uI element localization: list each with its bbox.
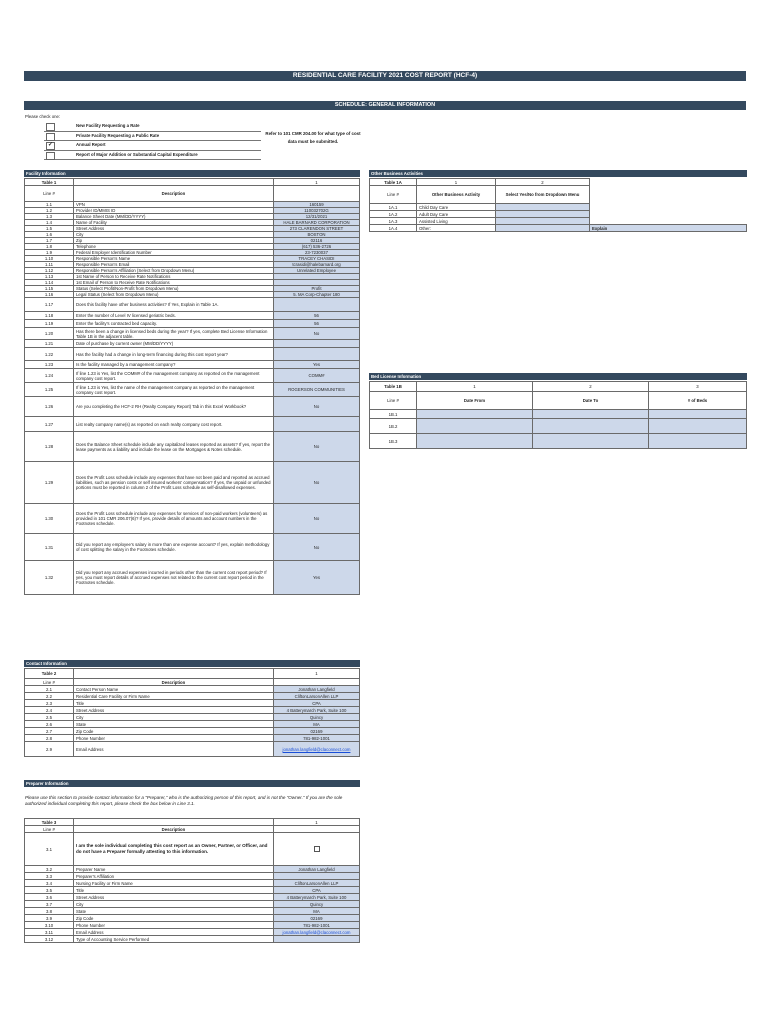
table-row [370,410,747,419]
table-row [25,721,360,728]
line-number: 1.7 [25,238,74,244]
email-link[interactable]: jonathan.langfield@claconnect.com [274,929,360,936]
input-cell[interactable] [417,410,533,419]
table-row [25,894,360,901]
table-label: Table 1B [370,382,417,392]
answer-cell[interactable]: Yes [274,361,360,369]
column-number: 1 [274,819,360,826]
question-text: Enter the number of Level IV licensed geriatric beds. [74,312,274,320]
table-row [25,922,360,929]
row-description: Responsible Person's Email [74,262,274,268]
column-header: Date To [533,392,649,410]
table-row [370,211,747,218]
table-row [25,742,360,757]
line-number: 2.9 [25,742,74,757]
line-number: 3.10 [25,922,74,929]
input-cell[interactable] [417,434,533,449]
question-row [25,383,360,397]
input-cell[interactable]: CPA [274,700,360,707]
input-cell[interactable]: (617) 536-2726 [274,244,360,250]
row-description: Preparer's Affiliation [74,873,274,880]
question-row [25,361,360,369]
line-number: 3.7 [25,901,74,908]
table-row [25,735,360,742]
line-number: 3.1 [25,833,74,866]
check-option-label: Annual Report [76,142,106,147]
input-cell[interactable]: 110032702G [274,208,360,214]
check-option-label: Report of Major Addition or Substantial Capital Expenditure [76,151,198,157]
line-number: 2.7 [25,728,74,735]
column-number: 1 [417,382,533,392]
activity-name: Child Day Care [417,204,496,211]
table-row [25,686,360,693]
answer-cell[interactable] [274,417,360,432]
question-row [25,320,360,328]
row-description: Street Address [74,226,274,232]
line-header: Line # [25,679,74,686]
row-description: City [74,232,274,238]
input-cell[interactable]: Quincy [274,714,360,721]
input-cell[interactable]: MA [274,721,360,728]
question-row [25,298,360,312]
question-row [25,534,360,561]
input-cell[interactable]: HALE BARNARD CORPORATION [274,220,360,226]
input-cell[interactable]: 273 CLARENDON STREET [274,226,360,232]
table-row [370,225,747,232]
table-label-row [370,382,747,392]
input-cell[interactable]: Unrelated Employee [274,268,360,274]
question-text: Has there been a change in licensed beds during the year? If yes, complete Bed License Information Table 1B in the adjacent table. [74,328,274,340]
column-number: 2 [533,382,649,392]
column-header: # of Beds [649,392,747,410]
table-label: Table 1A [370,179,417,186]
check-one-options [44,122,261,160]
line-number: 1B.1 [370,410,417,419]
line-number: 1.15 [25,286,74,292]
input-cell[interactable] [533,434,649,449]
question-row [25,340,360,348]
activity-name: Adult Day Care [417,211,496,218]
schedule-title: SCHEDULE: GENERAL INFORMATION [24,101,746,110]
question-row [25,504,360,534]
header-row [25,826,360,833]
answer-cell[interactable] [274,340,360,348]
line-number: 1B.2 [370,419,417,434]
row-description: Zip Code [74,728,274,735]
table-row [25,915,360,922]
line-number: 1.31 [25,534,74,561]
input-cell[interactable]: 12/31/2021 [274,214,360,220]
check-option [44,122,261,132]
check-option-checkbox[interactable] [46,133,55,141]
row-description: Residential Care Facility or Firm Name [74,693,274,700]
row-description: 1st Email of Person to Receive Rate Notifications [74,280,274,286]
table-row [25,929,360,936]
line-number: 2.8 [25,735,74,742]
table-row [370,204,747,211]
input-cell[interactable] [274,936,360,943]
answer-cell[interactable]: Yes [274,561,360,595]
line-header: Line # [370,186,417,204]
yes-no-select[interactable] [496,218,590,225]
row-description: City [74,714,274,721]
checkbox-check-icon: ✓ [48,142,54,148]
table-row [25,901,360,908]
line-number: 3.6 [25,894,74,901]
sole-individual-cell [274,833,360,866]
activity-header: Other Business Activity [417,186,496,204]
line-number: 1.20 [25,328,74,340]
column-number: 2 [496,179,590,186]
check-option-checkbox[interactable] [46,152,55,160]
question-text: Did you report any employee's salary in more than one expense account? If yes, explain methodology of cost splitting the salary in the Footnotes schedule. [74,534,274,561]
answer-cell[interactable]: No [274,397,360,417]
check-option-checkbox[interactable] [46,123,55,131]
input-cell[interactable] [274,873,360,880]
input-cell[interactable]: Jonathan Langfield [274,686,360,693]
input-cell[interactable]: 781-982-1001 [274,735,360,742]
line-number: 1.22 [25,348,74,361]
input-cell[interactable]: TRACEY CHASIDI [274,256,360,262]
activity-name: Assisted Living [417,218,496,225]
question-text: Enter the facility's contracted bed capacity. [74,320,274,328]
preparer-section-header: Preparer Information [24,780,360,787]
row-description: Nursing Facility or Firm Name [74,880,274,887]
line-number: 1.16 [25,292,74,298]
row-description: 1st Name of Person to Receive Rate Notifications [74,274,274,280]
row-description: Provider ID/MMIS ID [74,208,274,214]
input-cell[interactable]: 02169 [274,915,360,922]
check-option-checkbox[interactable] [46,142,55,150]
check-option-label: New Facility Requesting a Rate [76,123,140,128]
line-number: 1.13 [25,274,74,280]
row-description: Legal Status (Select from Dropdown Menu) [74,292,274,298]
yes-no-select[interactable] [496,204,590,211]
answer-cell[interactable]: No [274,432,360,462]
line-number: 3.8 [25,908,74,915]
question-text: Has the facility had a change in long-term financing during this cost report year? [74,348,274,361]
line-number: 3.12 [25,936,74,943]
question-text: If line 1.23 is Yes, list the COMM# of the management company as reported on the management company cost report. [74,369,274,383]
table-row [25,700,360,707]
description-header: Description [74,186,274,202]
line-number: 1.2 [25,208,74,214]
line-number: 3.2 [25,866,74,873]
question-row [25,397,360,417]
line-number: 1.19 [25,320,74,328]
input-cell[interactable]: 5. MA Corp-Chapter 180 [274,292,360,298]
yes-no-select[interactable] [496,225,590,232]
input-cell[interactable]: 23-7230037 [274,250,360,256]
line-number: 1.11 [25,262,74,268]
line-number: 1B.3 [370,434,417,449]
bed-license-section-header: Bed License Information [369,373,747,380]
table-row [25,714,360,721]
answer-cell[interactable]: 56 [274,312,360,320]
line-number: 1.14 [25,280,74,286]
question-row [25,561,360,595]
other-business-section-header: Other Business Activities [369,170,747,177]
column-number: 1 [274,669,360,679]
question-row [25,328,360,340]
input-cell[interactable]: Quincy [274,901,360,908]
column-number: 1 [417,179,496,186]
input-cell[interactable]: 4 Batterymarch Park, Suite 100 [274,894,360,901]
header-row [370,186,747,204]
table-label-row [25,179,360,186]
input-cell[interactable]: 02169 [274,728,360,735]
line-number: 2.4 [25,707,74,714]
line-number: 1.24 [25,369,74,383]
input-cell[interactable]: MA [274,908,360,915]
line-number: 1A.4 [370,225,417,232]
row-description: Type of Accounting Service Performed [74,936,274,943]
question-row [25,312,360,320]
answer-cell[interactable]: 56 [274,320,360,328]
question-row [25,369,360,383]
table-label-row [25,669,360,679]
report-title: RESIDENTIAL CARE FACILITY 2021 COST REPORT (HCF-4) [24,71,746,81]
table-row [25,866,360,873]
question-text: If line 1.23 is Yes, list the name of the management company as reported on the management company cost report. [74,383,274,397]
input-cell[interactable]: 781-982-1001 [274,922,360,929]
table-label: Table 1 [25,179,74,186]
line-number: 3.5 [25,887,74,894]
line-header: Line # [25,826,74,833]
line-number: 1.1 [25,202,74,208]
line-number: 1.17 [25,298,74,312]
row-description: Street Address [74,707,274,714]
answer-cell[interactable] [274,348,360,361]
table-row [370,434,747,449]
input-cell[interactable] [533,410,649,419]
line-number: 1.6 [25,232,74,238]
check-option [44,141,261,151]
line-number: 1.12 [25,268,74,274]
input-cell[interactable]: Jonathan Langfield [274,866,360,873]
question-row [25,348,360,361]
preparer-table [24,818,360,943]
row-description: Telephone [74,244,274,250]
input-cell[interactable] [533,419,649,434]
line-number: 3.9 [25,915,74,922]
table-row [25,833,360,866]
answer-cell[interactable]: No [274,534,360,561]
question-text: List realty company name(s) as reported on each realty company cost report. [74,417,274,432]
line-number: 2.1 [25,686,74,693]
line-number: 2.6 [25,721,74,728]
row-description: Responsible Person's Name [74,256,274,262]
check-option-label: Private Facility Requesting a Public Rate [76,132,160,138]
row-description: Zip [74,238,274,244]
line-number: 1.29 [25,462,74,504]
input-cell[interactable]: BOSTON [274,232,360,238]
email-link[interactable]: jonathan.langfield@claconnect.com [274,742,360,757]
line-number: 1A.2 [370,211,417,218]
table-row [25,880,360,887]
row-description: Status (Select Profit/Non-Profit from Dropdown Menu) [74,286,274,292]
column-number: 1 [274,179,360,186]
column-number: 3 [649,382,747,392]
row-description: Federal Employer Identification Number [74,250,274,256]
question-text: Are you completing the HCF-2 RH (Realty Company Report) Tab in this Excel Workbook? [74,397,274,417]
question-row [25,462,360,504]
input-cell[interactable] [417,419,533,434]
answer-cell[interactable]: COMM# [274,369,360,383]
line-number: 2.2 [25,693,74,700]
table-label: Table 2 [25,669,74,679]
line-number: 1.23 [25,361,74,369]
question-text: Is the facility managed by a management company? [74,361,274,369]
line-number: 1.21 [25,340,74,348]
answer-cell[interactable]: No [274,328,360,340]
answer-cell[interactable]: No [274,462,360,504]
question-text: Does the Balance Sheet schedule include any capitalized leases reported as assets? If yes, report the lease payments as a liability and include the lease on the Mortgages & Notes schedule. [74,432,274,462]
question-text: Does the Profit Loss schedule include any expenses for services of non-paid workers (volunteers) as provided in 101 CMR 206.07(6)? If yes, provide details of amounts and account numbers in the Footnotes schedule. [74,504,274,534]
sole-individual-checkbox[interactable] [314,846,320,852]
line-number: 1.32 [25,561,74,595]
line-number: 1.18 [25,312,74,320]
sole-individual-statement: I am the sole individual completing this cost report as an Owner, Partner, or Officer, and do not have a Preparer formally attesting to this information. [74,833,274,866]
row-description: Balance Sheet Date (MM/DD/YYYY) [74,214,274,220]
table-row [370,218,747,225]
table-row [25,887,360,894]
row-description: Email Address [74,929,274,936]
line-number: 1.10 [25,256,74,262]
row-description: Email Address [74,742,274,757]
check-option [44,132,261,142]
line-header: Line # [370,392,417,410]
column-header: Date From [417,392,533,410]
input-cell[interactable]: CliftonLarsonAllen LLP [274,693,360,700]
row-description: Responsible Person's Affiliation (Select from Dropdown Menu) [74,268,274,274]
input-cell[interactable]: 4 Batterymarch Park, Suite 100 [274,707,360,714]
question-text: Date of purchase by current owner (MM/DD/YYYY) [74,340,274,348]
table-row [370,419,747,434]
table-label: Table 3 [25,819,74,826]
preparer-instructions: Please use this section to provide contact information for a "Preparer," who is the authorizing person of this report, and is not the "Owner." If you are the sole authorized individual completing this report, please check the box below in Line 3.1. [25,795,343,806]
line-number: 1A.1 [370,204,417,211]
line-number: 1.27 [25,417,74,432]
question-text: Did you report any accrued expenses incurred in periods other than the current cost report period? If yes, you must report details of accrued expenses not related to the current cost report period in the Footnotes schedule. [74,561,274,595]
header-row [370,392,747,410]
description-header: Description [74,679,274,686]
line-number: 1.4 [25,220,74,226]
header-row [25,679,360,686]
line-number: 1.28 [25,432,74,462]
row-description: Preparer Name [74,866,274,873]
row-description: VPN [74,202,274,208]
input-cell[interactable]: CliftonLarsonAllen LLP [274,880,360,887]
table-row [25,728,360,735]
row-description: City [74,901,274,908]
question-row [25,417,360,432]
question-row [25,432,360,462]
other-business-table [369,178,747,232]
table-label-row [370,179,747,186]
contact-table [24,668,360,757]
select-header: Select Yes/No from Dropdown Menu [496,186,590,204]
table-row [25,693,360,700]
question-text: Does the Profit Loss schedule include any expenses that have not been paid and reported as accrued liabilities, such as pension costs or self insured workers' compensation? If yes, the unpaid or unfunded portions must be reported in column 2 of the Profit Loss schedule as self-disallowed expenses. [74,462,274,504]
input-cell[interactable]: 02116 [274,238,360,244]
answer-cell[interactable]: ROGERSON COMMUNITIES [274,383,360,397]
activity-name: Other: [417,225,496,232]
check-one-note: Refer to 101 CMR 204.00 for what type of cost data must be submitted. [265,131,361,144]
line-number: 1.26 [25,397,74,417]
input-cell[interactable]: 160159 [274,202,360,208]
row-description: Title [74,887,274,894]
facility-table [24,178,360,595]
row-description: State [74,721,274,728]
line-number: 1.25 [25,383,74,397]
line-number: 1.3 [25,214,74,220]
input-cell[interactable]: Profit [274,286,360,292]
table-row [25,908,360,915]
line-number: 3.4 [25,880,74,887]
line-number: 2.3 [25,700,74,707]
input-cell[interactable] [649,434,747,449]
line-number: 1.9 [25,250,74,256]
answer-cell[interactable]: No [274,504,360,534]
row-description: Contact Person Name [74,686,274,693]
line-number: 1.30 [25,504,74,534]
row-description: Street Address [74,894,274,901]
table-row [25,707,360,714]
input-cell[interactable] [649,419,747,434]
row-description: Name of Facility [74,220,274,226]
row-description: Phone Number [74,735,274,742]
bed-license-table [369,381,747,449]
input-cell[interactable]: tcrasidi@halebarnard.org [274,262,360,268]
facility-section-header: Facility Information [24,170,360,177]
contact-section-header: Contact Information [24,660,360,667]
line-number: 2.5 [25,714,74,721]
line-number: 1.5 [25,226,74,232]
line-header: Line # [25,186,74,202]
answer-cell[interactable] [274,298,360,312]
table-row [25,936,360,943]
table-row [25,873,360,880]
table-label-row [25,819,360,826]
row-description: Zip Code [74,915,274,922]
row-description: Title [74,700,274,707]
line-number: 1A.3 [370,218,417,225]
row-description: State [74,908,274,915]
header-row [25,186,360,202]
explain-field[interactable]: Explain [590,225,747,232]
line-number: 3.11 [25,929,74,936]
line-number: 3.3 [25,873,74,880]
description-header: Description [74,826,274,833]
input-cell[interactable]: CPA [274,887,360,894]
input-cell[interactable] [649,410,747,419]
check-one-label: Please check one: [25,114,61,119]
question-text: Does this facility have other business activities? If Yes, Explain in Table 1A. [74,298,274,312]
check-option [44,151,261,161]
row-description: Phone Number [74,922,274,929]
line-number: 1.8 [25,244,74,250]
yes-no-select[interactable] [496,211,590,218]
